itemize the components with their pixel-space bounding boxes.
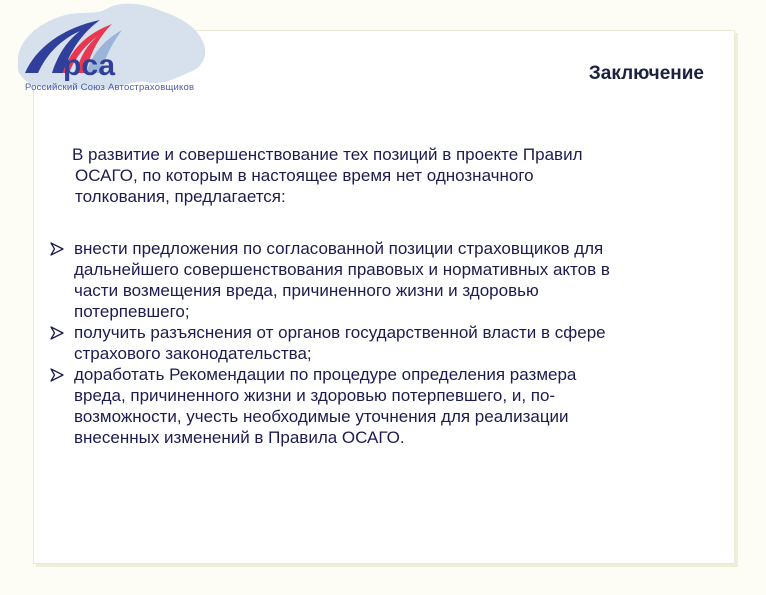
logo-graphic xyxy=(0,0,215,120)
list-item-line: дальнейшего совершенствования правовых и нормативных актов в xyxy=(74,260,610,279)
list-item xyxy=(50,322,720,364)
list-item-line: страхового законодательства; xyxy=(74,344,312,363)
slide-title: Заключение xyxy=(588,63,704,84)
list-item-line: внести предложения по согласованной позиции страховщиков для xyxy=(74,239,604,258)
intro-line: В развитие и совершенствование тех позиций в проекте Правил xyxy=(72,145,583,164)
arrow-bullet-icon xyxy=(50,242,64,256)
list-item-line: потерпевшего; xyxy=(74,302,190,321)
arrow-bullet-icon xyxy=(50,368,64,382)
list-item xyxy=(50,238,720,322)
list-item-line: вреда, причиненного жизни и здоровью потерпевшего, и, по- xyxy=(74,386,556,405)
list-item-line: возможности, учесть необходимые уточнения для реализации xyxy=(74,407,569,426)
logo-wordmark: рса xyxy=(63,49,116,82)
list-item-line: части возмещения вреда, причиненного жизни и здоровью xyxy=(74,281,539,300)
rsa-logo xyxy=(0,0,215,120)
list-item-line: внесенных изменений в Правила ОСАГО. xyxy=(74,428,405,447)
logo-caption: Российский Союз Автостраховщиков xyxy=(25,82,195,93)
intro-line: толкования, предлагается: xyxy=(75,187,286,206)
arrow-bullet-icon xyxy=(50,326,64,340)
intro-line: ОСАГО, по которым в настоящее время нет однозначного xyxy=(75,166,534,185)
list-item-line: доработать Рекомендации по процедуре определения размера xyxy=(74,365,577,384)
list-item xyxy=(50,364,720,448)
intro-paragraph xyxy=(72,144,715,207)
proposal-list xyxy=(50,238,720,448)
list-item-line: получить разъяснения от органов государственной власти в сфере xyxy=(74,323,606,342)
